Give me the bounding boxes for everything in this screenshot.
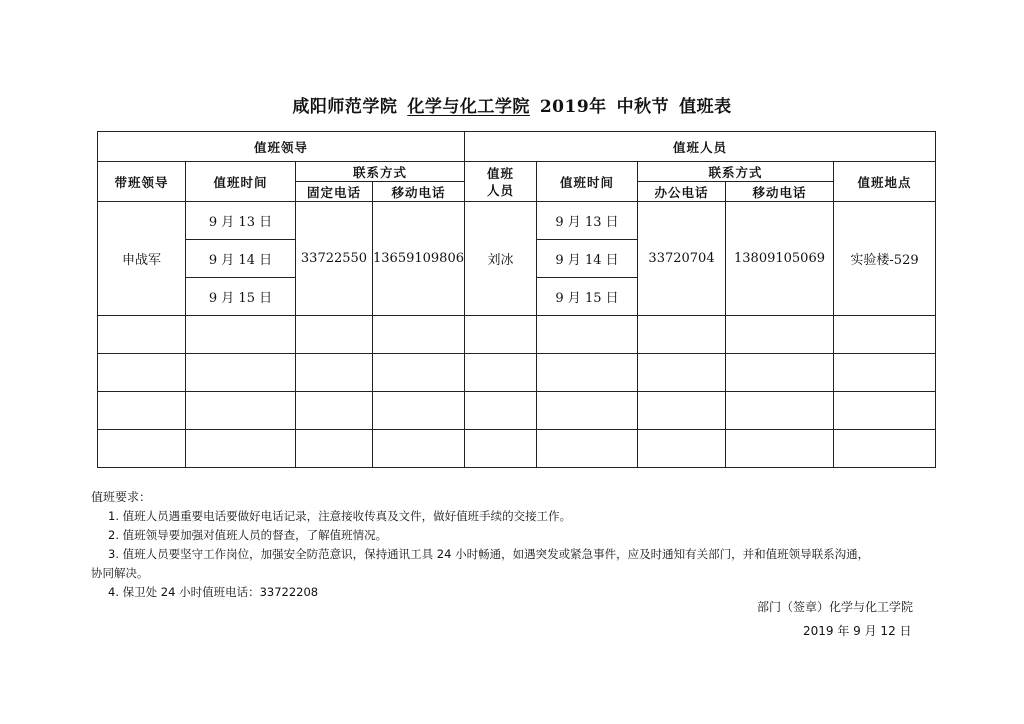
requirement-item: 1. 值班人员遇重要电话要做好电话记录，注意接收传真及文件，做好值班手续的交接工作。 (108, 509, 572, 523)
header-staff-contact: 联系方式 (638, 162, 834, 182)
cell-leader-date: 9 月 15 日 (186, 278, 296, 316)
empty-cell (373, 392, 465, 430)
staff-group-header: 值班人员 (465, 132, 936, 162)
empty-cell (638, 316, 726, 354)
cell-staff-date: 9 月 14 日 (537, 240, 638, 278)
requirements-heading: 值班要求： (91, 490, 152, 504)
cell-fixed-phone: 33722550 (296, 202, 373, 316)
requirement-item-continuation: 协同解决。 (91, 566, 149, 580)
empty-cell (186, 316, 296, 354)
header-office-phone: 办公电话 (638, 182, 726, 202)
empty-cell (465, 430, 537, 468)
title-festival: 中秋节 (616, 97, 670, 117)
empty-cell (98, 354, 186, 392)
header-staff-text: 值班人员 (487, 165, 515, 198)
empty-row (98, 430, 936, 468)
empty-cell (638, 430, 726, 468)
leader-group-header: 值班领导 (98, 132, 465, 162)
empty-cell (726, 392, 834, 430)
empty-cell (296, 354, 373, 392)
header-leader: 带班领导 (98, 162, 186, 202)
table-row (98, 202, 936, 240)
cell-location: 实验楼-529 (834, 202, 936, 316)
empty-cell (296, 392, 373, 430)
empty-cell (373, 354, 465, 392)
empty-cell (537, 354, 638, 392)
header-fixed-phone: 固定电话 (296, 182, 373, 202)
requirement-item: 3. 值班人员要坚守工作岗位，加强安全防范意识，保持通讯工具 24 小时畅通，如遇突发或紧急事件，应及时通知有关部门，并和值班领导联系沟通， (108, 547, 870, 561)
cell-leader: 申战军 (98, 202, 186, 316)
header-staff-time: 值班时间 (537, 162, 638, 202)
empty-row (98, 354, 936, 392)
empty-cell (186, 392, 296, 430)
department-signature: 部门（签章）化学与化工学院 (757, 600, 914, 614)
empty-cell (186, 354, 296, 392)
header-location: 值班地点 (834, 162, 936, 202)
duty-table (97, 131, 936, 468)
empty-cell (465, 392, 537, 430)
empty-cell (98, 430, 186, 468)
cell-staff: 刘冰 (465, 202, 537, 316)
empty-row (98, 316, 936, 354)
empty-cell (638, 354, 726, 392)
cell-staff-mobile: 13809105069 (726, 202, 834, 316)
empty-row (98, 392, 936, 430)
title-year: 2019年 (539, 97, 607, 117)
empty-cell (98, 392, 186, 430)
header-staff-mobile: 移动电话 (726, 182, 834, 202)
requirement-item: 4. 保卫处 24 小时值班电话：33722208 (108, 585, 319, 599)
empty-cell (726, 430, 834, 468)
column-header-row-1 (98, 162, 936, 182)
empty-cell (638, 392, 726, 430)
group-header-row (98, 132, 936, 162)
document-date: 2019 年 9 月 12 日 (803, 624, 912, 638)
duty-requirements (91, 488, 951, 602)
empty-cell (465, 316, 537, 354)
empty-cell (296, 430, 373, 468)
empty-cell (726, 354, 834, 392)
cell-staff-date: 9 月 15 日 (537, 278, 638, 316)
header-contact: 联系方式 (296, 162, 465, 182)
title-school: 咸阳师范学院 (292, 97, 398, 117)
cell-staff-date: 9 月 13 日 (537, 202, 638, 240)
requirement-item: 2. 值班领导要加强对值班人员的督查，了解值班情况。 (108, 528, 388, 542)
empty-cell (834, 392, 936, 430)
title-college: 化学与化工学院 (407, 97, 530, 117)
empty-cell (537, 392, 638, 430)
cell-leader-date: 9 月 13 日 (186, 202, 296, 240)
empty-cell (186, 430, 296, 468)
empty-cell (537, 430, 638, 468)
empty-cell (726, 316, 834, 354)
cell-office-phone: 33720704 (638, 202, 726, 316)
title-suffix: 值班表 (679, 97, 732, 117)
cell-mobile: 13659109806 (373, 202, 465, 316)
cell-leader-date: 9 月 14 日 (186, 240, 296, 278)
header-mobile: 移动电话 (373, 182, 465, 202)
empty-cell (373, 430, 465, 468)
page-title (0, 92, 1024, 117)
empty-cell (373, 316, 465, 354)
empty-cell (98, 316, 186, 354)
empty-cell (465, 354, 537, 392)
empty-cell (834, 316, 936, 354)
header-staff (465, 162, 537, 202)
empty-cell (834, 430, 936, 468)
header-leader-time: 值班时间 (186, 162, 296, 202)
empty-cell (296, 316, 373, 354)
empty-cell (537, 316, 638, 354)
empty-cell (834, 354, 936, 392)
